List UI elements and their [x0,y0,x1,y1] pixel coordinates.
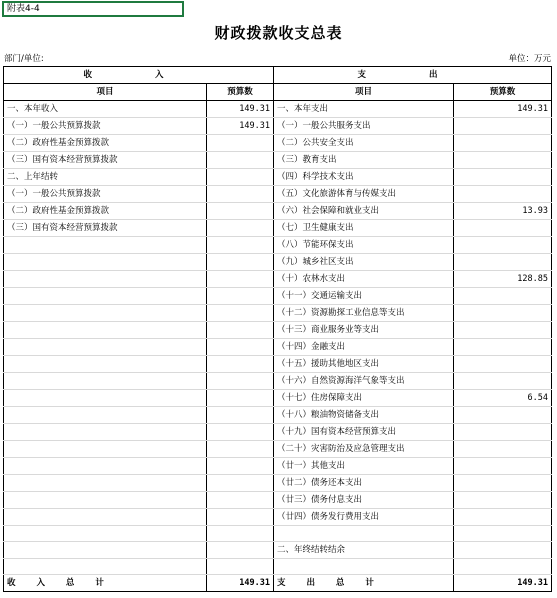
expense-value-cell[interactable] [454,373,552,390]
table-row [4,407,552,424]
income-value-cell[interactable] [207,373,274,390]
expense-item-cell[interactable]: （四）科学技术支出 [274,169,454,186]
expense-value-cell[interactable] [454,237,552,254]
income-item-cell[interactable]: （二）政府性基金预算拨款 [4,203,207,220]
income-total-value[interactable]: 149.31 [207,575,274,592]
income-item-header: 项目 [4,84,207,101]
income-total-label[interactable]: 收 入 总 计 [4,575,207,592]
income-value-cell[interactable]: 149.31 [207,118,274,135]
table-row [4,305,552,322]
income-item-cell[interactable] [4,237,207,254]
expense-value-cell[interactable] [454,254,552,271]
expense-value-cell[interactable] [454,526,552,542]
expense-item-cell[interactable]: （十）农林水支出 [274,271,454,288]
expense-item-cell[interactable]: 二、年终结转结余 [274,542,454,559]
expense-item-cell[interactable]: （廿四）债务发行费用支出 [274,509,454,526]
income-item-cell[interactable]: （二）政府性基金预算拨款 [4,135,207,152]
expense-budget-header: 预算数 [454,84,552,101]
income-item-cell[interactable] [4,559,207,575]
income-value-cell[interactable] [207,186,274,203]
expense-value-cell[interactable] [454,152,552,169]
income-value-cell[interactable] [207,305,274,322]
income-value-cell[interactable] [207,271,274,288]
selected-cell[interactable]: 附表4-4 [2,1,184,17]
table-row [4,458,552,475]
expense-item-cell[interactable]: （十七）住房保障支出 [274,390,454,407]
income-item-cell[interactable] [4,373,207,390]
income-item-cell[interactable] [4,322,207,339]
expense-item-cell[interactable]: （十六）自然资源海洋气象等支出 [274,373,454,390]
income-value-cell[interactable] [207,169,274,186]
income-item-cell[interactable] [4,356,207,373]
expense-value-cell[interactable] [454,288,552,305]
income-budget-header: 预算数 [207,84,274,101]
income-item-cell[interactable] [4,458,207,475]
table-row [4,237,552,254]
table-row [4,135,552,152]
income-item-cell[interactable] [4,305,207,322]
income-value-cell[interactable] [207,441,274,458]
income-value-cell[interactable] [207,322,274,339]
expense-item-cell[interactable]: （十二）资源勘探工业信息等支出 [274,305,454,322]
income-value-cell[interactable] [207,526,274,542]
expense-item-header: 项目 [274,84,454,101]
income-item-cell[interactable] [4,475,207,492]
income-value-cell[interactable] [207,492,274,509]
table-row [4,203,552,220]
expense-value-cell[interactable] [454,135,552,152]
income-item-cell[interactable] [4,441,207,458]
expense-value-cell[interactable] [454,169,552,186]
income-header: 收 入 [4,67,274,84]
expense-header: 支 出 [274,67,552,84]
income-value-cell[interactable] [207,458,274,475]
expense-item-cell[interactable]: （十三）商业服务业等支出 [274,322,454,339]
income-item-cell[interactable] [4,492,207,509]
table-row [4,339,552,356]
income-item-cell[interactable] [4,390,207,407]
table-row [4,441,552,458]
table-row [4,509,552,526]
expense-value-cell[interactable] [454,186,552,203]
income-value-cell[interactable] [207,356,274,373]
expense-value-cell[interactable] [454,118,552,135]
dept-label: 部门/单位: [4,54,44,64]
table-row [4,424,552,441]
expense-total-label[interactable]: 支 出 总 计 [274,575,454,592]
expense-value-cell[interactable] [454,424,552,441]
income-value-cell[interactable] [207,203,274,220]
income-value-cell[interactable] [207,339,274,356]
expense-item-cell[interactable]: （三）教育支出 [274,152,454,169]
page-title: 财政拨款收支总表 [214,24,343,42]
income-item-cell[interactable]: （三）国有资本经营预算拨款 [4,152,207,169]
expense-value-cell[interactable] [454,339,552,356]
income-value-cell[interactable] [207,152,274,169]
expense-item-cell[interactable]: （十一）交通运输支出 [274,288,454,305]
income-value-cell[interactable] [207,390,274,407]
income-value-cell[interactable] [207,220,274,237]
table-row [4,220,552,237]
expense-value-cell[interactable]: 149.31 [454,101,552,118]
table-row [4,271,552,288]
income-value-cell[interactable] [207,237,274,254]
column-header-row [4,84,552,101]
expense-item-cell[interactable]: （十五）援助其他地区支出 [274,356,454,373]
income-value-cell[interactable] [207,509,274,526]
expense-item-cell[interactable]: （廿三）债务付息支出 [274,492,454,509]
table-row [4,475,552,492]
table-row [4,101,552,118]
table-row [4,492,552,509]
expense-item-cell[interactable]: （六）社会保障和就业支出 [274,203,454,220]
income-item-cell[interactable] [4,288,207,305]
expense-value-cell[interactable]: 6.54 [454,390,552,407]
income-value-cell[interactable] [207,288,274,305]
table-row [4,118,552,135]
expense-item-cell[interactable]: （十四）金融支出 [274,339,454,356]
income-value-cell[interactable] [207,254,274,271]
income-item-cell[interactable] [4,542,207,559]
table-row [4,186,552,203]
total-row [4,575,552,592]
table-row [4,254,552,271]
expense-value-cell[interactable] [454,475,552,492]
expense-value-cell[interactable] [454,542,552,559]
expense-value-cell[interactable] [454,509,552,526]
expense-item-cell[interactable]: （十八）粮油物资储备支出 [274,407,454,424]
table-row [4,356,552,373]
expense-item-cell[interactable]: （十九）国有资本经营预算支出 [274,424,454,441]
expense-value-cell[interactable]: 128.85 [454,271,552,288]
income-item-cell[interactable]: （一）一般公共预算拨款 [4,118,207,135]
table-row [4,526,552,542]
table-row [4,322,552,339]
income-item-cell[interactable] [4,424,207,441]
expense-value-cell[interactable] [454,441,552,458]
income-item-cell[interactable] [4,407,207,424]
income-value-cell[interactable] [207,475,274,492]
expense-item-cell[interactable]: （廿二）债务还本支出 [274,475,454,492]
income-item-cell[interactable] [4,254,207,271]
expense-value-cell[interactable] [454,305,552,322]
income-item-cell[interactable]: 二、上年结转 [4,169,207,186]
expense-item-cell[interactable]: （八）节能环保支出 [274,237,454,254]
income-item-cell[interactable] [4,509,207,526]
expense-item-cell[interactable]: （廿一）其他支出 [274,458,454,475]
expense-item-cell[interactable]: （一）一般公共服务支出 [274,118,454,135]
unit-label: 单位：万元 [508,54,551,64]
expense-total-value[interactable]: 149.31 [454,575,552,592]
expense-value-cell[interactable] [454,356,552,373]
expense-value-cell[interactable] [454,492,552,509]
income-value-cell[interactable]: 149.31 [207,101,274,118]
expense-value-cell[interactable] [454,559,552,575]
expense-item-cell[interactable]: （七）卫生健康支出 [274,220,454,237]
income-value-cell[interactable] [207,407,274,424]
table-row [4,390,552,407]
table-row [4,542,552,559]
income-item-cell[interactable]: 一、本年收入 [4,101,207,118]
expense-value-cell[interactable]: 13.93 [454,203,552,220]
expense-item-cell[interactable]: （二）公共安全支出 [274,135,454,152]
income-value-cell[interactable] [207,559,274,575]
table-row [4,373,552,390]
income-value-cell[interactable] [207,424,274,441]
table-row [4,288,552,305]
expense-value-cell[interactable] [454,458,552,475]
table-row [4,559,552,575]
income-value-cell[interactable] [207,542,274,559]
expense-value-cell[interactable] [454,407,552,424]
section-header-row [4,67,552,84]
income-item-cell[interactable]: （三）国有资本经营预算拨款 [4,220,207,237]
income-item-cell[interactable] [4,271,207,288]
table-row [4,169,552,186]
expense-value-cell[interactable] [454,220,552,237]
expense-item-cell[interactable] [274,526,454,542]
income-item-cell[interactable]: （一）一般公共预算拨款 [4,186,207,203]
expense-item-cell[interactable] [274,559,454,575]
income-value-cell[interactable] [207,135,274,152]
expense-item-cell[interactable]: （二十）灾害防治及应急管理支出 [274,441,454,458]
budget-table [3,66,552,592]
expense-item-cell[interactable]: （九）城乡社区支出 [274,254,454,271]
expense-item-cell[interactable]: 一、本年支出 [274,101,454,118]
expense-item-cell[interactable]: （五）文化旅游体育与传媒支出 [274,186,454,203]
income-item-cell[interactable] [4,526,207,542]
table-row [4,152,552,169]
expense-value-cell[interactable] [454,322,552,339]
income-item-cell[interactable] [4,339,207,356]
